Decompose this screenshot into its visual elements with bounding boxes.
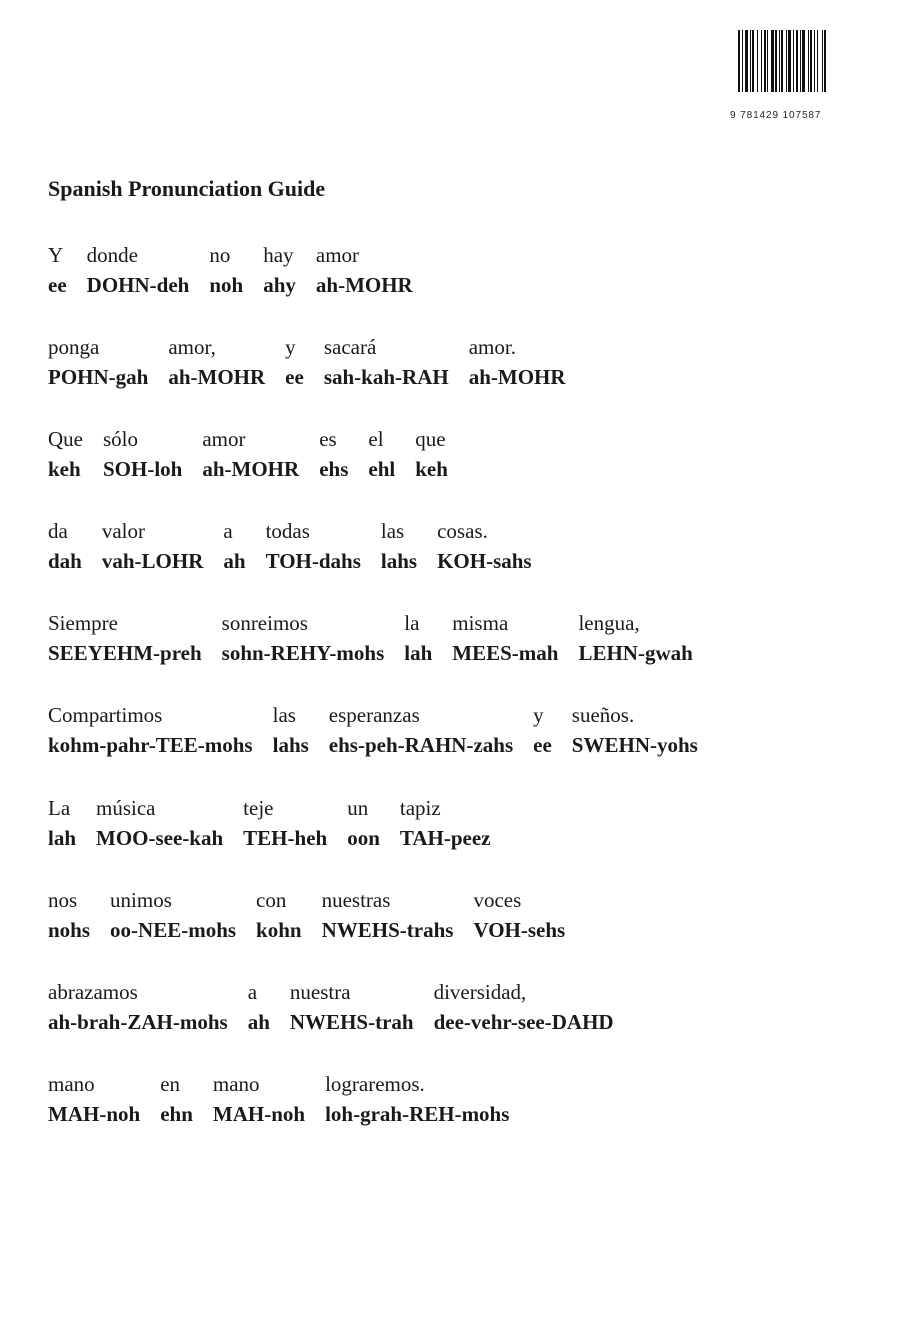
stanza <box>48 608 713 668</box>
spanish-word: amor, <box>168 335 216 359</box>
spanish-word: amor <box>315 243 360 267</box>
pronunciation: MOO-see-kah <box>96 826 224 850</box>
barcode-bar <box>761 30 762 92</box>
page-title: Spanish Pronunciation Guide <box>48 176 326 201</box>
spanish-word: valor <box>101 519 146 543</box>
pronunciation: POHN-gah <box>48 365 149 389</box>
pronunciation: LEHN-gwah <box>578 641 693 665</box>
spanish-word: las <box>272 703 296 727</box>
pronunciation: MAH-noh <box>212 1102 306 1126</box>
spanish-word: nuestras <box>321 888 391 912</box>
spanish-word: Que <box>48 427 83 451</box>
pronunciation: ah-MOHR <box>468 365 566 389</box>
stanza <box>48 240 433 300</box>
barcode-bar <box>800 30 801 92</box>
spanish-word: con <box>256 888 287 912</box>
spanish-word: sueños. <box>571 703 635 727</box>
stanza <box>48 332 586 392</box>
spanish-word: y <box>285 335 296 359</box>
spanish-word: sonreimos <box>221 611 308 635</box>
barcode <box>730 30 868 121</box>
barcode-bar <box>814 30 815 92</box>
pronunciation: ah-MOHR <box>202 457 300 481</box>
pronunciation: oo-NEE-mohs <box>110 918 237 942</box>
barcode-bar <box>779 30 780 92</box>
pronunciation: ah-MOHR <box>315 273 413 297</box>
barcode-bar <box>796 30 798 92</box>
barcode-bar <box>802 30 805 92</box>
spanish-word: no <box>209 243 231 267</box>
spanish-word: es <box>319 427 337 451</box>
pronunciation: kohn <box>256 918 302 942</box>
barcode-bar <box>793 30 794 92</box>
pronunciation: keh <box>48 457 81 481</box>
spanish-word: esperanzas <box>328 703 420 727</box>
spanish-word: mano <box>212 1072 260 1096</box>
pronunciation: NWEHS-trah <box>289 1010 414 1034</box>
pronunciation: VOH-sehs <box>473 918 566 942</box>
stanza <box>48 424 468 484</box>
pronunciation: ee <box>533 733 552 757</box>
spanish-word: hay <box>263 243 294 267</box>
spanish-word: las <box>380 519 405 543</box>
barcode-bar <box>742 30 743 92</box>
pronunciation: TEH-heh <box>243 826 328 850</box>
barcode-bar <box>771 30 774 92</box>
spanish-word: a <box>247 980 258 1004</box>
barcode-bar <box>817 30 818 92</box>
barcode-bar <box>810 30 812 92</box>
pronunciation: MAH-noh <box>48 1102 141 1126</box>
pronunciation: sohn-REHY-mohs <box>221 641 385 665</box>
stanza <box>48 1069 529 1129</box>
spanish-word: Y <box>48 243 64 267</box>
pronunciation: ah <box>247 1010 270 1034</box>
pronunciation: ee <box>48 273 67 297</box>
pronunciation: noh <box>209 273 244 297</box>
pronunciation: keh <box>415 457 448 481</box>
barcode-bar <box>750 30 751 92</box>
spanish-word: que <box>415 427 446 451</box>
spanish-word: lograremos. <box>325 1072 425 1096</box>
barcode-bar <box>781 30 783 92</box>
pronunciation: ah-brah-ZAH-mohs <box>48 1010 228 1034</box>
pronunciation: kohm-pahr-TEE-mohs <box>48 733 253 757</box>
pronunciation: nohs <box>48 918 91 942</box>
pronunciation: SWEHN-yohs <box>571 733 698 757</box>
barcode-number: 9 781429 107587 <box>730 110 822 121</box>
spanish-word: abrazamos <box>48 980 138 1004</box>
spanish-word: teje <box>243 796 274 820</box>
stanza <box>48 885 585 945</box>
spanish-word: tapiz <box>399 796 441 820</box>
pronunciation: ah-MOHR <box>168 365 266 389</box>
pronunciation: ehn <box>160 1102 193 1126</box>
spanish-word: da <box>48 519 68 543</box>
spanish-word: misma <box>452 611 509 635</box>
spanish-word: y <box>533 703 544 727</box>
pronunciation: ahy <box>263 273 296 297</box>
spanish-word: Compartimos <box>48 703 163 727</box>
spanish-word: el <box>368 427 384 451</box>
spanish-word: unimos <box>110 888 172 912</box>
spanish-word: diversidad, <box>433 980 527 1004</box>
spanish-word: amor <box>202 427 246 451</box>
pronunciation: ehs <box>319 457 349 481</box>
barcode-bar <box>786 30 787 92</box>
pronunciation: lahs <box>272 733 309 757</box>
spanish-word: sacará <box>323 335 377 359</box>
spanish-word: donde <box>86 243 138 267</box>
pronunciation: dee-vehr-see-DAHD <box>433 1010 614 1034</box>
barcode-bar <box>775 30 777 92</box>
pronunciation: KOH-sahs <box>437 549 532 573</box>
barcode-bar <box>738 30 740 92</box>
stanza <box>48 793 510 853</box>
spanish-word: música <box>96 796 156 820</box>
pronunciation: NWEHS-trahs <box>321 918 454 942</box>
spanish-word: todas <box>265 519 310 543</box>
pronunciation: DOHN-deh <box>86 273 190 297</box>
barcode-bar <box>752 30 754 92</box>
pronunciation: lahs <box>380 549 418 573</box>
pronunciation: SOH-loh <box>103 457 183 481</box>
spanish-word: a <box>223 519 233 543</box>
pronunciation: lah <box>404 641 433 665</box>
spanish-word: nuestra <box>289 980 351 1004</box>
pronunciation: ee <box>285 365 304 389</box>
pronunciation: vah-LOHR <box>101 549 204 573</box>
barcode-bar <box>764 30 766 92</box>
spanish-word: voces <box>473 888 522 912</box>
stanza <box>48 516 552 576</box>
pronunciation: dah <box>48 549 82 573</box>
pronunciation: ah <box>223 549 246 573</box>
spanish-word: un <box>347 796 369 820</box>
barcode-bar <box>808 30 809 92</box>
pronunciation: sah-kah-RAH <box>323 365 449 389</box>
pronunciation: lah <box>48 826 77 850</box>
pronunciation: TAH-peez <box>399 826 491 850</box>
spanish-word: ponga <box>48 335 100 359</box>
barcode-bar <box>822 30 823 92</box>
barcode-bar <box>788 30 791 92</box>
pronunciation: oon <box>347 826 380 850</box>
spanish-word: amor. <box>468 335 516 359</box>
barcode-bar <box>745 30 748 92</box>
spanish-word: la <box>404 611 420 635</box>
spanish-word: sólo <box>103 427 139 451</box>
barcode-bar <box>757 30 758 92</box>
barcode-bar <box>824 30 826 92</box>
pronunciation: loh-grah-REH-mohs <box>325 1102 510 1126</box>
barcode-bars <box>738 30 868 92</box>
spanish-word: en <box>160 1072 181 1096</box>
spanish-word: Siempre <box>48 611 118 635</box>
stanza <box>48 977 634 1037</box>
pronunciation: ehl <box>368 457 396 481</box>
pronunciation: SEEYEHM-preh <box>48 641 202 665</box>
stanza <box>48 700 718 760</box>
spanish-word: lengua, <box>578 611 640 635</box>
pronunciation: MEES-mah <box>452 641 559 665</box>
pronunciation: TOH-dahs <box>265 549 361 573</box>
spanish-word: La <box>48 796 71 820</box>
spanish-word: mano <box>48 1072 95 1096</box>
spanish-word: cosas. <box>437 519 488 543</box>
spanish-word: nos <box>48 888 78 912</box>
pronunciation: ehs-peh-RAHN-zahs <box>328 733 514 757</box>
barcode-bar <box>767 30 768 92</box>
